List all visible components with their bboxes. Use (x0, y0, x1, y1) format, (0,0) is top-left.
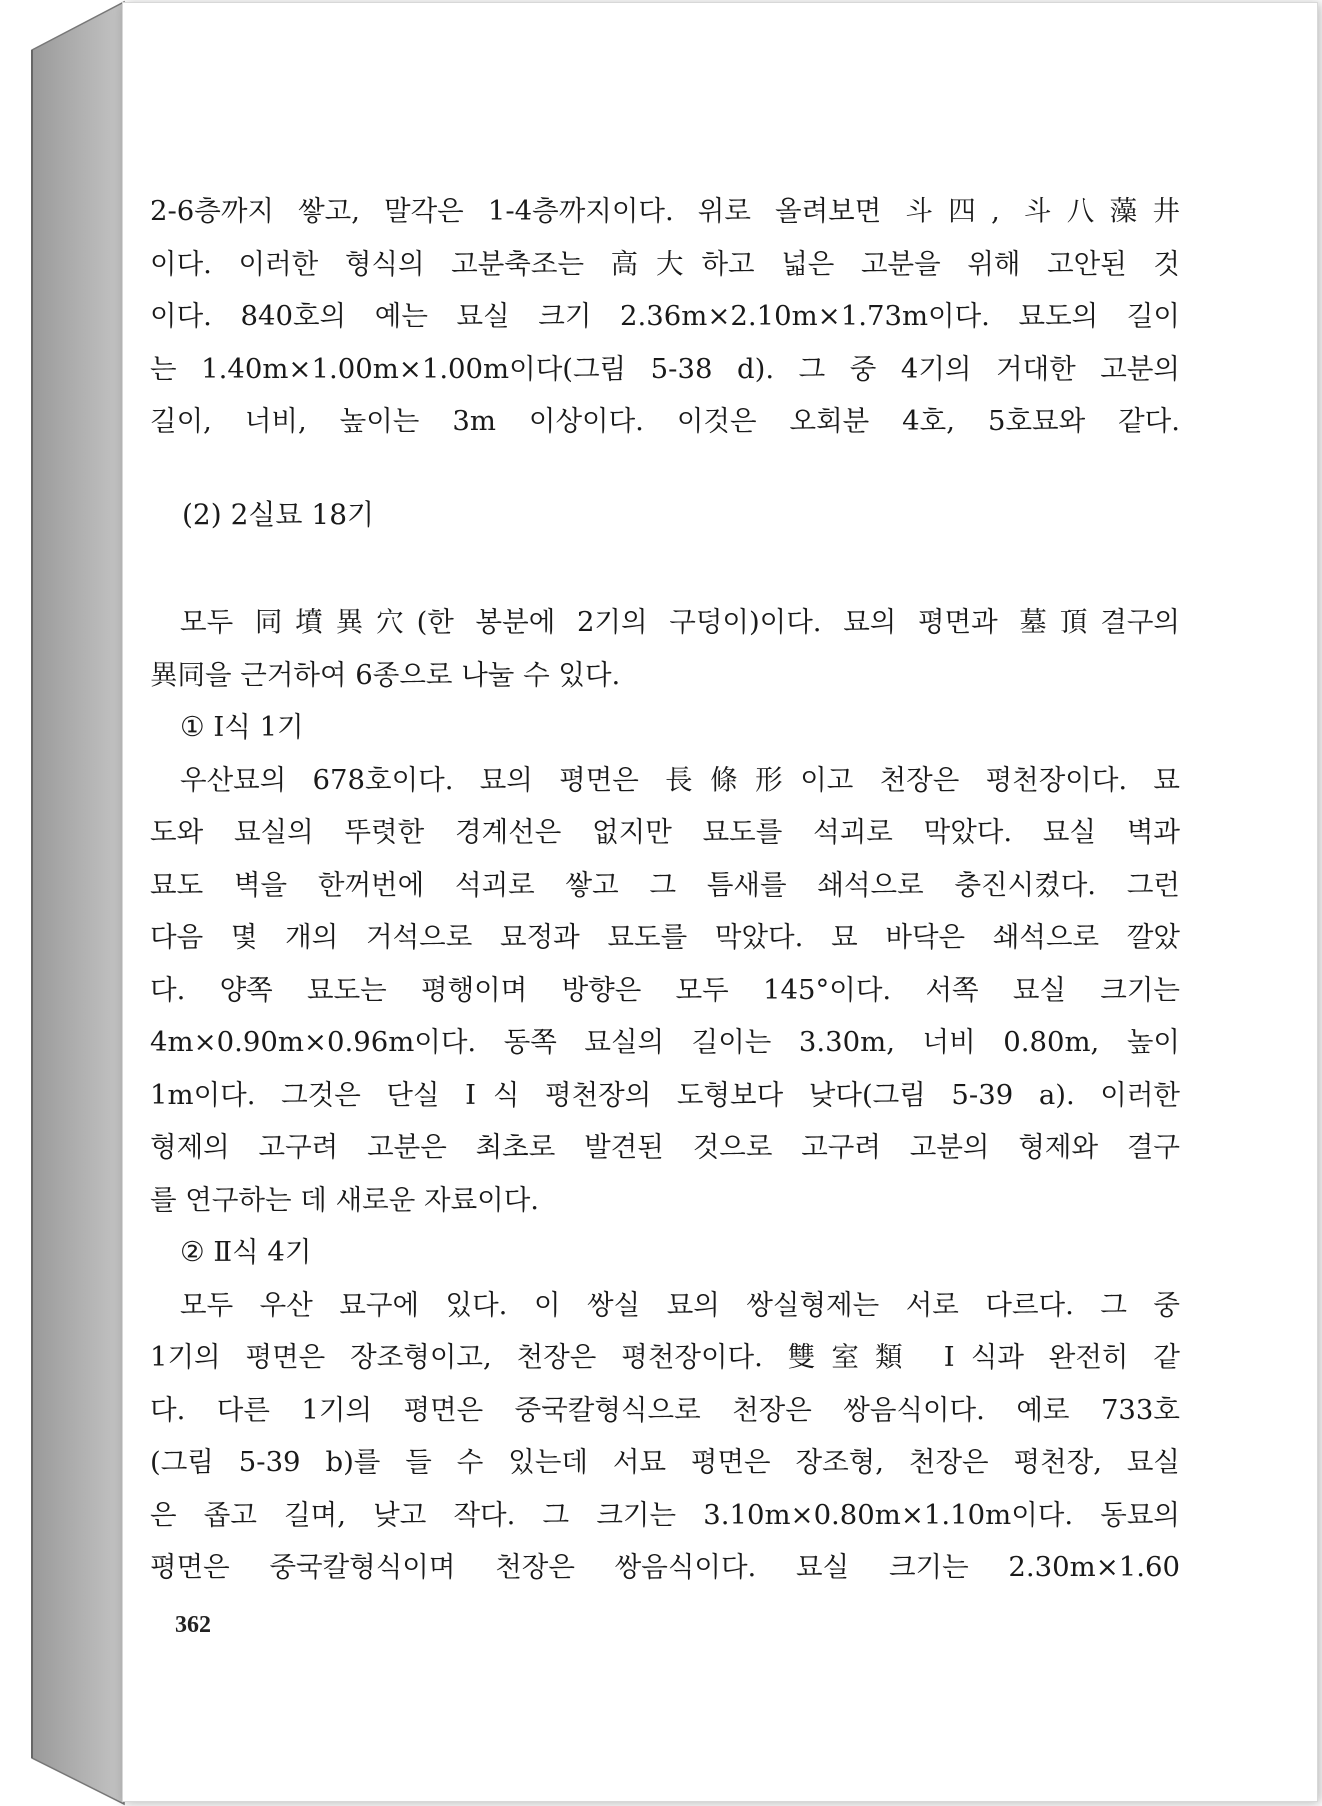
text-line: 1기의 평면은 장조형이고, 천장은 평천장이다. 雙室類 Ⅰ식과 완전히 같 (150, 1341, 1180, 1373)
text-line: 모두 우산 묘구에 있다. 이 쌍실 묘의 쌍실형제는 서로 다르다. 그 중 (180, 1288, 1180, 1321)
text-line: 異同을 근거하여 6종으로 나눌 수 있다. (150, 658, 621, 691)
text-line: 2-6층까지 쌓고, 말각은 1-4층까지이다. 위로 올려보면 斗四, 斗八藻井 (150, 195, 1180, 227)
text-line: 이다. 840호의 예는 묘실 크기 2.36m×2.10m×1.73m이다. 묘도의 길이 (150, 300, 1180, 332)
text-line: 는 1.40m×1.00m×1.00m이다(그림 5-38 d). 그 중 4기의 거대한 고분의 (150, 352, 1180, 385)
text-line: 를 연구하는 데 새로운 자료이다. (150, 1183, 540, 1216)
text-line: 도와 묘실의 뚜렷한 경계선은 없지만 묘도를 석괴로 막았다. 묘실 벽과 (150, 816, 1180, 848)
book-edge-graphic (0, 0, 130, 1806)
text-line: 이다. 이러한 형식의 고분축조는 高大하고 넓은 고분을 위해 고안된 것 (150, 247, 1180, 280)
text-line: 우산묘의 678호이다. 묘의 평면은 長條形이고 천장은 평천장이다. 묘 (180, 763, 1180, 796)
text-line: 묘도 벽을 한꺼번에 석괴로 쌓고 그 틈새를 쇄석으로 충진시켰다. 그런 (150, 868, 1180, 901)
subsection-title: ① Ⅰ식 1기 (180, 711, 304, 743)
text-line: 은 좁고 길며, 낮고 작다. 그 크기는 3.10m×0.80m×1.10m이다. 동묘의 (150, 1498, 1180, 1531)
text-line: 형제의 고구려 고분은 최초로 발견된 것으로 고구려 고분의 형제와 결구 (150, 1131, 1180, 1163)
text-line: (그림 5-39 b)를 들 수 있는데 서묘 평면은 장조형, 천장은 평천장, 묘실 (150, 1446, 1180, 1478)
text-line: 길이, 너비, 높이는 3m 이상이다. 이것은 오회분 4호, 5호묘와 같다. (150, 405, 1180, 437)
text-line: 다음 몇 개의 거석으로 묘정과 묘도를 막았다. 묘 바닥은 쇄석으로 깔았 (150, 921, 1180, 953)
body-text (150, 596, 1180, 1594)
text-line: 다. 다른 1기의 평면은 중국칼형식으로 천장은 쌍음식이다. 예로 733호 (150, 1393, 1180, 1426)
page-number: 362 (175, 1612, 211, 1638)
section-heading: (2) 2실묘 18기 (182, 498, 375, 531)
text-line: 평면은 중국칼형식이며 천장은 쌍음식이다. 묘실 크기는 2.30m×1.60 (150, 1551, 1180, 1583)
text-line: 1m이다. 그것은 단실 Ⅰ식 평천장의 도형보다 낮다(그림 5-39 a). 이러한 (150, 1078, 1180, 1111)
paragraph-1 (150, 185, 1180, 448)
book-spine-edge (0, 0, 130, 1806)
text-line: 4m×0.90m×0.96m이다. 동쪽 묘실의 길이는 3.30m, 너비 0.80m, 높이 (150, 1026, 1180, 1058)
text-line: 다. 양쪽 묘도는 평행이며 방향은 모두 145°이다. 서쪽 묘실 크기는 (150, 973, 1180, 1006)
text-line: 모두 同墳異穴(한 봉분에 2기의 구덩이)이다. 묘의 평면과 墓頂결구의 (180, 606, 1180, 638)
subsection-title: ② Ⅱ식 4기 (180, 1236, 312, 1268)
